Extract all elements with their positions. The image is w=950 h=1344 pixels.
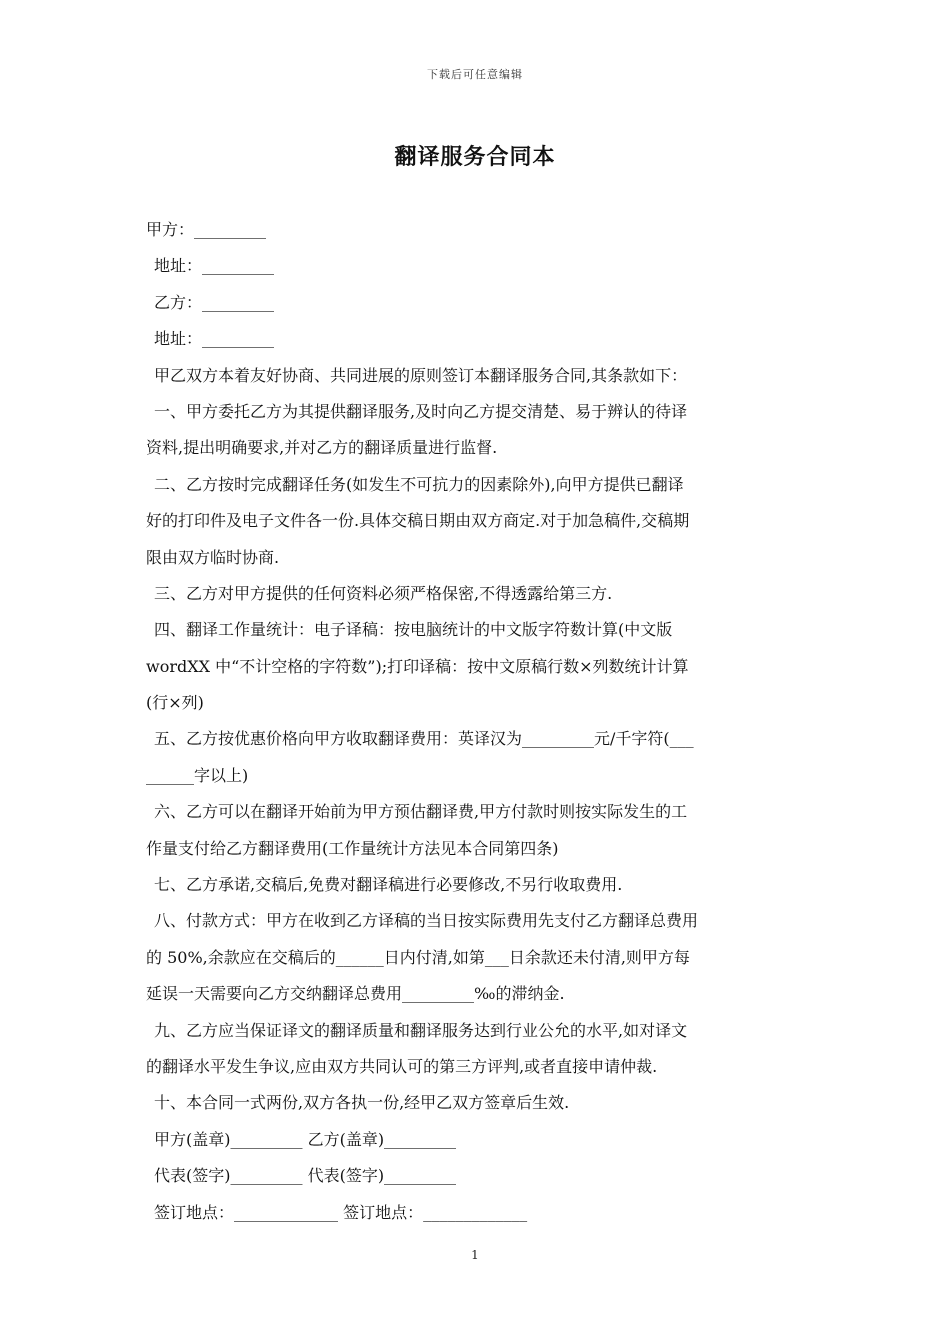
clause-6-line-2: 作量支付给乙方翻译费用(工作量统计方法见本合同第四条)	[146, 838, 559, 858]
clause-8-line-1: 八、付款方式：甲方在收到乙方译稿的当日按实际费用先支付乙方翻译总费用	[154, 911, 699, 931]
preamble-line: 甲乙双方本着友好协商、共同进展的原则签订本翻译服务合同,其条款如下：	[154, 365, 688, 385]
clause-5-line-1: 五、乙方按优惠价格向甲方收取翻译费用：英译汉为_________元/千字符(___	[154, 729, 694, 749]
party-b-address-line: 地址：_________	[154, 329, 275, 349]
seal-line: 甲方(盖章)_________ 乙方(盖章)_________	[154, 1129, 457, 1149]
signature-line: 代表(签字)_________ 代表(签字)_________	[154, 1166, 457, 1186]
clause-3-line-1: 三、乙方对甲方提供的任何资料必须严格保密,不得透露给第三方.	[154, 583, 613, 603]
party-b-line: 乙方：_________	[154, 292, 275, 312]
clause-8-line-2: 的 50%,余款应在交稿后的______日内付清,如第___日余款还未付清,则甲方每	[146, 947, 690, 967]
clause-7-line-1: 七、乙方承诺,交稿后,免费对翻译稿进行必要修改,不另行收取费用.	[154, 875, 623, 895]
clause-4-line-1: 四、翻译工作量统计：电子译稿：按电脑统计的中文版字符数计算(中文版	[154, 620, 673, 640]
clause-4-line-3: (行×列)	[146, 693, 204, 713]
clause-1-line-2: 资料,提出明确要求,并对乙方的翻译质量进行监督.	[146, 438, 498, 458]
header-note: 下载后可任意编辑	[427, 68, 523, 81]
clause-8-line-3: 延误一天需要向乙方交纳翻译总费用_________‰的滞纳金.	[146, 984, 565, 1004]
clause-2-line-1: 二、乙方按时完成翻译任务(如发生不可抗力的因素除外),向甲方提供已翻译	[154, 474, 684, 494]
clause-5-line-2: ______字以上)	[146, 765, 249, 785]
clause-9-line-1: 九、乙方应当保证译文的翻译质量和翻译服务达到行业公允的水平,如对译文	[154, 1020, 688, 1040]
clause-10-line-1: 十、本合同一式两份,双方各执一份,经甲乙双方签章后生效.	[154, 1093, 570, 1113]
page-number: 1	[471, 1248, 479, 1262]
clause-4-line-2: wordXX 中“不计空格的字符数”);打印译稿：按中文原稿行数×列数统计计算	[146, 656, 689, 676]
clause-6-line-1: 六、乙方可以在翻译开始前为甲方预估翻译费,甲方付款时则按实际发生的工	[154, 802, 688, 822]
document-title: 翻译服务合同本	[394, 144, 556, 170]
signing-place-line: 签订地点：_____________ 签订地点：_____________	[154, 1202, 528, 1222]
party-a-line: 甲方：_________	[146, 220, 267, 239]
clause-2-line-3: 限由双方临时协商.	[146, 547, 280, 567]
document-body	[146, 212, 808, 1231]
clause-1-line-1: 一、甲方委托乙方为其提供翻译服务,及时向乙方提交清楚、易于辨认的待译	[154, 401, 688, 421]
clause-9-line-2: 的翻译水平发生争议,应由双方共同认可的第三方评判,或者直接申请仲裁.	[146, 1056, 658, 1076]
clause-2-line-2: 好的打印件及电子文件各一份.具体交稿日期由双方商定.对于加急稿件,交稿期	[146, 511, 690, 531]
party-a-address-line: 地址：_________	[154, 256, 275, 276]
